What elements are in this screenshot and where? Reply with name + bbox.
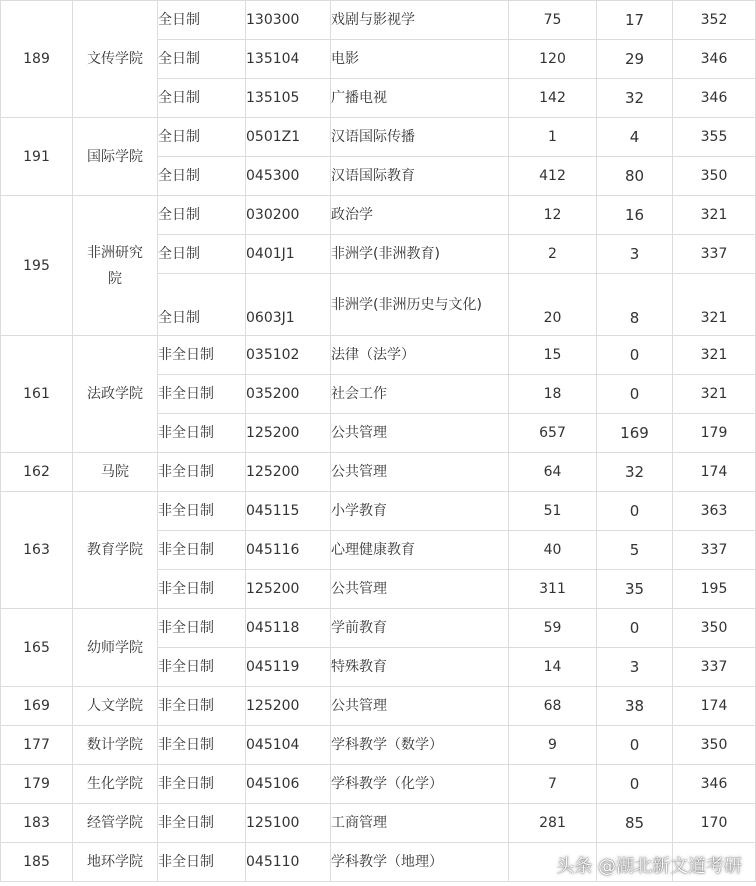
major-name: 学前教育 [331,609,509,648]
applicant-count: 14 [509,648,597,687]
applicant-count: 120 [509,40,597,79]
major-name: 学科教学（化学） [331,765,509,804]
study-mode: 非全日制 [158,687,246,726]
study-mode: 全日制 [158,79,246,118]
major-name: 公共管理 [331,453,509,492]
admitted-count: 0 [597,609,673,648]
min-score: 170 [673,804,756,843]
min-score: 179 [673,414,756,453]
applicant-count: 281 [509,804,597,843]
study-mode: 非全日制 [158,765,246,804]
major-name: 特殊教育 [331,648,509,687]
study-mode: 全日制 [158,274,246,336]
min-score: 321 [673,196,756,235]
college-name: 教育学院 [73,492,158,609]
study-mode: 非全日制 [158,531,246,570]
admitted-count: 80 [597,157,673,196]
applicant-count: 12 [509,196,597,235]
applicant-count: 68 [509,687,597,726]
college-name: 幼师学院 [73,609,158,687]
admitted-count: 35 [597,570,673,609]
min-score: 355 [673,118,756,157]
applicant-count: 75 [509,1,597,40]
applicant-count: 1 [509,118,597,157]
min-score: 174 [673,453,756,492]
college-name: 人文学院 [73,687,158,726]
major-name: 非洲学(非洲教育) [331,235,509,274]
major-code: 135104 [246,40,331,79]
applicant-count: 7 [509,765,597,804]
study-mode: 全日制 [158,118,246,157]
college-name: 马院 [73,453,158,492]
table-row [1,804,756,843]
admitted-count: 29 [597,40,673,79]
college-code: 169 [1,687,73,726]
study-mode: 全日制 [158,235,246,274]
major-name: 公共管理 [331,570,509,609]
college-code: 195 [1,196,73,336]
study-mode: 全日制 [158,157,246,196]
table-row [1,492,756,531]
min-score: 346 [673,40,756,79]
min-score: 337 [673,531,756,570]
admitted-count: 0 [597,726,673,765]
applicant-count: 59 [509,609,597,648]
college-code: 177 [1,726,73,765]
college-code: 163 [1,492,73,609]
study-mode: 非全日制 [158,570,246,609]
major-code: 045116 [246,531,331,570]
major-code: 0603J1 [246,274,331,336]
study-mode: 非全日制 [158,843,246,882]
major-name: 电影 [331,40,509,79]
applicant-count: 20 [509,274,597,336]
admitted-count: 0 [597,765,673,804]
min-score: 321 [673,336,756,375]
major-code: 045300 [246,157,331,196]
major-name: 公共管理 [331,414,509,453]
min-score: 350 [673,157,756,196]
applicant-count: 142 [509,79,597,118]
major-name: 戏剧与影视学 [331,1,509,40]
major-name: 心理健康教育 [331,531,509,570]
college-name: 数计学院 [73,726,158,765]
min-score: 321 [673,375,756,414]
major-name: 广播电视 [331,79,509,118]
college-name: 经管学院 [73,804,158,843]
table-row [1,687,756,726]
major-name: 小学教育 [331,492,509,531]
min-score: 350 [673,609,756,648]
admitted-count: 3 [597,648,673,687]
applicant-count: 64 [509,453,597,492]
major-code: 0501Z1 [246,118,331,157]
applicant-count: 40 [509,531,597,570]
major-code: 125200 [246,453,331,492]
major-code: 135105 [246,79,331,118]
major-code: 035102 [246,336,331,375]
admitted-count: 16 [597,196,673,235]
admitted-count: 32 [597,453,673,492]
study-mode: 非全日制 [158,414,246,453]
min-score: 352 [673,1,756,40]
min-score: 363 [673,492,756,531]
applicant-count: 15 [509,336,597,375]
admitted-count: 169 [597,414,673,453]
major-name: 工商管理 [331,804,509,843]
college-code: 162 [1,453,73,492]
college-code: 179 [1,765,73,804]
major-code: 130300 [246,1,331,40]
major-code: 045119 [246,648,331,687]
major-code: 030200 [246,196,331,235]
applicant-count: 18 [509,375,597,414]
admitted-count: 32 [597,79,673,118]
major-name: 政治学 [331,196,509,235]
min-score: 321 [673,274,756,336]
study-mode: 全日制 [158,1,246,40]
min-score: 346 [673,765,756,804]
watermark-text: 头条 @湖北新文道考研 [556,856,742,877]
college-code: 161 [1,336,73,453]
study-mode: 非全日制 [158,609,246,648]
major-code: 045118 [246,609,331,648]
study-mode: 全日制 [158,40,246,79]
study-mode: 全日制 [158,196,246,235]
major-code: 125200 [246,570,331,609]
admitted-count: 0 [597,375,673,414]
table-row [1,1,756,40]
admitted-count: 4 [597,118,673,157]
table-row [1,196,756,235]
admitted-count: 5 [597,531,673,570]
college-name: 地环学院 [73,843,158,882]
study-mode: 非全日制 [158,492,246,531]
major-name: 非洲学(非洲历史与文化) [331,274,509,336]
college-name: 国际学院 [73,118,158,196]
college-name: 法政学院 [73,336,158,453]
major-code: 0401J1 [246,235,331,274]
study-mode: 非全日制 [158,648,246,687]
major-name: 公共管理 [331,687,509,726]
table-row [1,336,756,375]
study-mode: 非全日制 [158,804,246,843]
applicant-count: 2 [509,235,597,274]
major-code: 125200 [246,414,331,453]
study-mode: 非全日制 [158,726,246,765]
admitted-count: 85 [597,804,673,843]
table-row [1,726,756,765]
major-code: 045110 [246,843,331,882]
major-code: 045104 [246,726,331,765]
min-score: 195 [673,570,756,609]
applicant-count: 51 [509,492,597,531]
college-code: 191 [1,118,73,196]
min-score: 350 [673,726,756,765]
study-mode: 非全日制 [158,453,246,492]
major-name: 学科教学（地理） [331,843,509,882]
applicant-count: 9 [509,726,597,765]
college-code: 165 [1,609,73,687]
table-row [1,765,756,804]
admitted-count: 8 [597,274,673,336]
college-code: 183 [1,804,73,843]
applicant-count: 311 [509,570,597,609]
major-code: 125200 [246,687,331,726]
admitted-count: 0 [597,336,673,375]
applicant-count: 412 [509,157,597,196]
study-mode: 非全日制 [158,375,246,414]
major-code: 045115 [246,492,331,531]
major-name: 社会工作 [331,375,509,414]
major-name: 汉语国际教育 [331,157,509,196]
min-score: 174 [673,687,756,726]
college-code: 189 [1,1,73,118]
applicant-count: 657 [509,414,597,453]
major-code: 125100 [246,804,331,843]
major-code: 035200 [246,375,331,414]
admitted-count: 3 [597,235,673,274]
admitted-count: 0 [597,492,673,531]
college-name: 非洲研究院 [73,196,158,336]
major-name: 汉语国际传播 [331,118,509,157]
table-row [1,118,756,157]
college-name: 文传学院 [73,1,158,118]
study-mode: 非全日制 [158,336,246,375]
min-score: 337 [673,235,756,274]
college-name: 生化学院 [73,765,158,804]
table-row [1,609,756,648]
college-code: 185 [1,843,73,882]
major-name: 学科教学（数学） [331,726,509,765]
major-code: 045106 [246,765,331,804]
admitted-count: 38 [597,687,673,726]
table-row [1,453,756,492]
major-name: 法律（法学） [331,336,509,375]
admitted-count: 17 [597,1,673,40]
min-score: 346 [673,79,756,118]
min-score: 337 [673,648,756,687]
